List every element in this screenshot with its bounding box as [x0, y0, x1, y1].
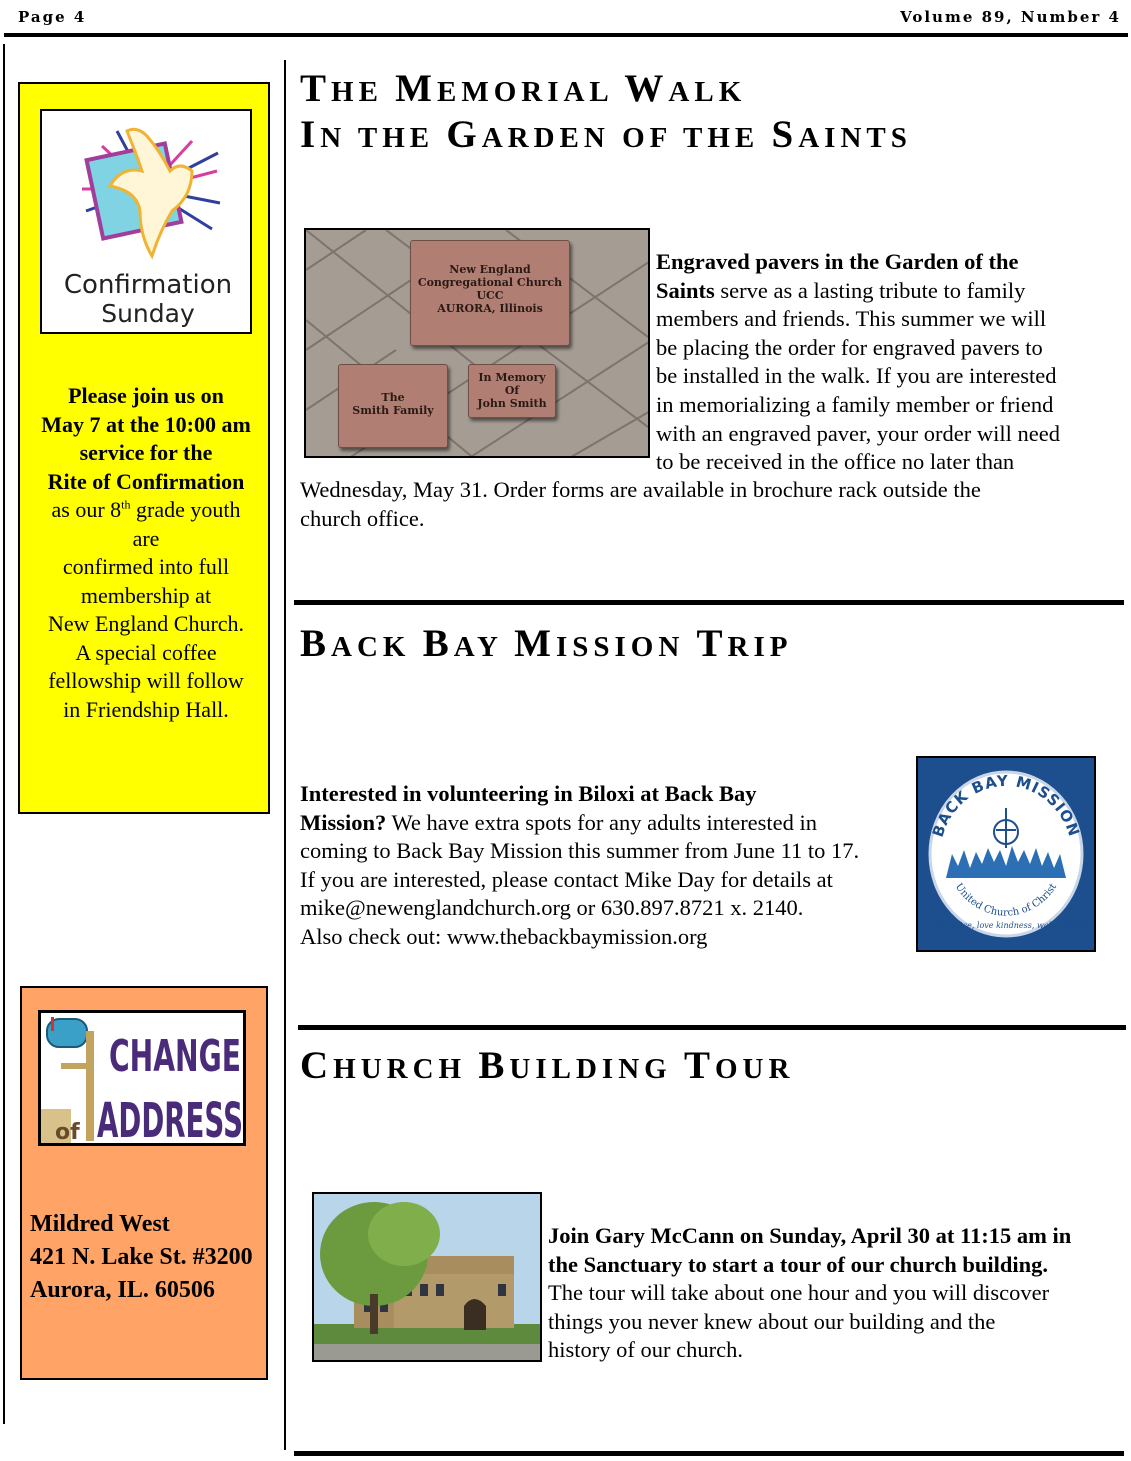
conf-line: service for the [79, 440, 213, 465]
address-street: 421 N. Lake St. #3200 [30, 1244, 253, 1270]
conf-line: grade youth [130, 497, 241, 522]
conf-line: as our 8 [51, 497, 122, 522]
title-word: ISSION [555, 631, 685, 663]
mailbox-icon [41, 1013, 243, 1143]
title-word: RIP [727, 631, 793, 663]
memorial-walk-title-line1 [300, 66, 746, 115]
title-cap: S [771, 113, 799, 156]
body-line: to be received in the office no later than [656, 449, 1015, 475]
body-line: Also check out: www.thebackbaymission.org [300, 923, 708, 949]
body-line: Wednesday, May 31. Order forms are available in brochure rack outside the [300, 477, 981, 502]
body-line: members and friends. This summer we will [656, 306, 1047, 332]
conf-line: Rite of Confirmation [47, 468, 245, 494]
memorial-walk-title-line2 [300, 112, 912, 161]
lead-bold: Join Gary McCann on Sunday, April 30 at 11:15 am in [548, 1223, 1072, 1248]
title-cap: B [300, 622, 332, 665]
change-of-address-logo [38, 1010, 246, 1146]
paver-line: AURORA, Illinois [437, 302, 543, 315]
logo-bottom-text: United Church of Christ [952, 881, 1060, 919]
church-building-photo [312, 1192, 542, 1362]
paver-line: UCC [476, 289, 504, 302]
logo-text-line1: Confirmation [63, 270, 233, 300]
lead-bold: Saints [656, 277, 715, 303]
paver-line: Of [504, 384, 520, 397]
paver-line: New England [449, 263, 531, 276]
title-word: N [320, 122, 347, 154]
title-cap: I [300, 113, 321, 156]
title-word: ACK [331, 631, 411, 663]
title-cap: T [683, 1044, 715, 1087]
address-text [30, 1208, 253, 1307]
paver-line: Smith Family [352, 404, 434, 417]
paver-john-smith [468, 364, 556, 418]
conf-line: in Friendship Hall. [63, 696, 229, 722]
title-word: OUR [714, 1053, 795, 1085]
title-cap: M [514, 622, 556, 665]
lead-bold: Engraved pavers in the Garden of the [656, 249, 1019, 274]
logo-address-text: ADDRESS [97, 1093, 243, 1143]
logo-text-line2: Sunday [101, 299, 195, 328]
confirmation-box [18, 82, 270, 814]
body-line: coming to Back Bay Mission this summer from June 11 to 17. [300, 838, 860, 864]
paver-line: Congregational Church [417, 276, 563, 289]
section-rule [294, 600, 1124, 605]
address-change-box [20, 986, 268, 1380]
paver-line: In Memory [478, 371, 546, 384]
confirmation-text [28, 382, 264, 724]
conf-line: New England Church. [47, 611, 245, 636]
page-number: Page 4 [18, 8, 87, 26]
paver-line: The [381, 391, 405, 404]
address-name: Mildred West [30, 1211, 170, 1237]
body-line: mike@newenglandchurch.org or 630.897.8721 x. 2140. [300, 895, 804, 921]
lead-bold: the Sanctuary to start a tour of our church building. [548, 1251, 1049, 1277]
title-cap: M [395, 67, 437, 110]
logo-of-text: of [55, 1120, 80, 1143]
title-word: AY [453, 631, 502, 663]
title-cap: B [422, 622, 454, 665]
back-bay-mission-icon [918, 758, 1094, 950]
paver-smith-family [338, 364, 448, 448]
body-line: with an engraved paver, your order will need [656, 420, 1060, 446]
back-bay-mission-logo [916, 756, 1096, 952]
conf-line: confirmed into full [62, 554, 230, 579]
memorial-walk-text-right [656, 248, 1121, 477]
title-cap: T [696, 622, 728, 665]
pavers-photo [304, 228, 650, 458]
volume-number: Volume 89, Number 4 [900, 8, 1121, 26]
logo-top-text: BACK BAY MISSION [928, 771, 1084, 840]
body-line: The tour will take about one hour and you will discover [548, 1280, 1050, 1306]
lead-bold: Mission? [300, 809, 387, 835]
title-word: OF [622, 122, 672, 154]
back-bay-title [300, 621, 793, 670]
title-word: THE [357, 122, 435, 154]
title-word: ALK [668, 76, 747, 108]
section-rule [298, 1025, 1126, 1030]
dove-icon [42, 111, 252, 334]
title-cap: C [300, 1044, 334, 1087]
title-word: THE [683, 122, 760, 154]
body-line: be placing the order for engraved pavers to [656, 334, 1043, 360]
logo-tagline: ~ do justice, love kindness, walk humbly [923, 921, 1089, 930]
title-word: UILDING [509, 1053, 672, 1085]
paver-church [410, 240, 570, 346]
conf-line: membership at [80, 582, 212, 608]
conf-sup: th [121, 497, 131, 512]
lead-bold: Interested in volunteering in Biloxi at Back Bay [300, 781, 757, 806]
logo-change-text: CHANGE [109, 1031, 241, 1082]
body-line: If you are interested, please contact Mike Day for details at [300, 866, 833, 892]
conf-line: A special coffee [75, 639, 217, 665]
body-line: be installed in the walk. If you are interested [656, 363, 1057, 389]
memorial-walk-text-full [300, 476, 1120, 533]
conf-line: are [132, 525, 160, 551]
title-cap: T [300, 67, 332, 110]
address-city: Aurora, IL. 60506 [30, 1277, 215, 1303]
confirmation-logo [40, 109, 252, 334]
title-word: AINTS [798, 122, 912, 154]
conf-line: fellowship will follow [48, 668, 244, 693]
church-tour-title [300, 1043, 794, 1092]
body-line: in memorializing a family member or friend [656, 391, 1054, 417]
title-word: ARDEN [481, 122, 610, 154]
body-line: church office. [300, 505, 425, 531]
column-divider [284, 60, 286, 1450]
title-cap: B [478, 1044, 510, 1087]
body-line: serve as a lasting tribute to family [714, 277, 1026, 303]
title-cap: W [624, 67, 669, 110]
section-rule [294, 1451, 1124, 1456]
conf-line: May 7 at the 10:00 am [41, 411, 251, 437]
title-word: HURCH [333, 1053, 467, 1085]
title-word: HE [331, 76, 383, 108]
body-line: things you never knew about our building and the [548, 1308, 996, 1334]
left-margin-rule [3, 44, 5, 1424]
title-cap: G [446, 113, 482, 156]
paver-line: John Smith [477, 397, 547, 410]
title-word: EMORIAL [436, 76, 613, 108]
conf-line: Please join us on [68, 383, 224, 408]
church-building-image [314, 1194, 540, 1360]
body-line: We have extra spots for any adults interested in [386, 809, 818, 835]
header-rule [4, 33, 1128, 37]
church-tour-text [548, 1222, 1126, 1365]
body-line: history of our church. [548, 1337, 743, 1363]
back-bay-text [300, 780, 910, 952]
